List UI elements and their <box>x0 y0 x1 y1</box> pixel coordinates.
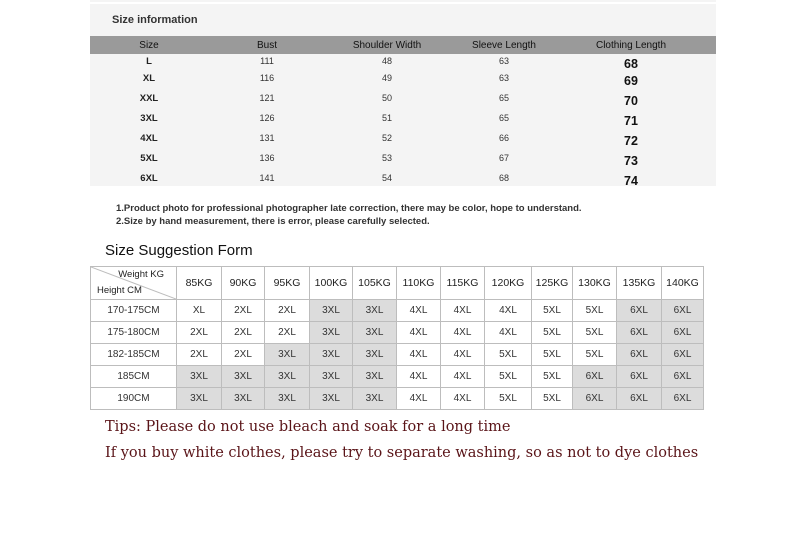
size-table-cell: 3XL <box>140 113 158 124</box>
size-table-cell: 73 <box>624 154 638 168</box>
size-suggestion-cell: 2XL <box>222 300 265 322</box>
size-suggestion-cell: 2XL <box>177 322 222 344</box>
size-suggestion-cell: 4XL <box>441 366 485 388</box>
height-row-label: 175-180CM <box>91 322 177 344</box>
weight-header-cell: 105KG <box>353 267 397 300</box>
size-suggestion-cell: 6XL <box>662 322 704 344</box>
size-suggestion-cell: 3XL <box>353 366 397 388</box>
height-row-label: 190CM <box>91 388 177 410</box>
height-axis-label: Height CM <box>97 285 142 296</box>
size-table-header-cell: Clothing Length <box>595 40 667 51</box>
size-suggestion-cell: 5XL <box>532 344 573 366</box>
size-table-cell: 48 <box>381 56 393 66</box>
size-table-cell: 6XL <box>140 173 158 184</box>
size-suggestion-cell: 3XL <box>310 388 353 410</box>
size-table-cell: L <box>146 56 152 67</box>
weight-header-cell: 95KG <box>265 267 310 300</box>
size-suggestion-cell: 6XL <box>573 366 617 388</box>
table-row <box>91 322 704 344</box>
size-suggestion-cell: 3XL <box>265 344 310 366</box>
size-suggestion-cell: 6XL <box>573 388 617 410</box>
size-suggestion-cell: 3XL <box>310 322 353 344</box>
notes <box>116 202 582 228</box>
size-suggestion-cell: 3XL <box>310 300 353 322</box>
size-suggestion-cell: 2XL <box>177 344 222 366</box>
size-table-header-cell: Bust <box>256 40 278 51</box>
size-suggestion-cell: 6XL <box>662 300 704 322</box>
size-suggestion-cell: 3XL <box>222 388 265 410</box>
size-suggestion-cell: 6XL <box>617 344 662 366</box>
weight-header-cell: 130KG <box>573 267 617 300</box>
size-suggestion-cell: 2XL <box>222 344 265 366</box>
size-suggestion-cell: 2XL <box>265 322 310 344</box>
size-table-cell: 5XL <box>140 153 158 164</box>
size-table-cell: XXL <box>139 93 159 104</box>
size-table-cell: 63 <box>498 56 510 66</box>
size-suggestion-cell: 5XL <box>532 322 573 344</box>
size-table-cell: 111 <box>260 56 274 66</box>
size-suggestion-cell: 5XL <box>485 344 532 366</box>
size-suggestion-cell: 3XL <box>265 366 310 388</box>
size-suggestion-cell: 5XL <box>485 388 532 410</box>
size-info-panel <box>90 0 716 186</box>
weight-header-cell: 135KG <box>617 267 662 300</box>
size-table-cell: 51 <box>381 113 393 123</box>
size-table-cell: 141 <box>259 173 275 183</box>
size-suggestion-cell: 3XL <box>353 388 397 410</box>
size-suggestion-cell: 3XL <box>353 322 397 344</box>
weight-header-cell: 90KG <box>222 267 265 300</box>
size-table-cell: 49 <box>381 73 393 83</box>
size-suggestion-cell: 6XL <box>617 300 662 322</box>
size-table-cell: 66 <box>498 133 510 143</box>
size-suggestion-cell: 3XL <box>310 366 353 388</box>
weight-header-row <box>91 267 704 300</box>
weight-axis-label: Weight KG <box>118 269 164 280</box>
size-table-cell: 68 <box>498 173 510 183</box>
size-suggestion-cell: 4XL <box>397 300 441 322</box>
size-table-cell: 4XL <box>140 133 158 144</box>
weight-header-cell: 100KG <box>310 267 353 300</box>
size-table-cell: 65 <box>498 113 510 123</box>
weight-header-cell: 115KG <box>441 267 485 300</box>
size-table-cell: 136 <box>259 153 275 163</box>
size-suggestion-cell: 4XL <box>397 388 441 410</box>
size-suggestion-cell: 4XL <box>441 388 485 410</box>
size-suggestion-cell: 5XL <box>573 344 617 366</box>
size-suggestion-cell: 3XL <box>177 366 222 388</box>
size-suggestion-cell: 6XL <box>662 388 704 410</box>
size-suggestion-cell: 5XL <box>573 322 617 344</box>
size-table-cell: 69 <box>624 74 638 88</box>
corner-cell <box>91 267 177 300</box>
size-suggestion-cell: 6XL <box>662 366 704 388</box>
size-suggestion-cell: 4XL <box>485 322 532 344</box>
size-suggestion-cell: 5XL <box>485 366 532 388</box>
size-table-cell: XL <box>142 73 156 84</box>
size-table-cell: 74 <box>624 174 638 188</box>
size-suggestion-cell: 3XL <box>353 300 397 322</box>
note-line: 1.Product photo for professional photographer late correction, there may be color, hope to understand. <box>116 203 582 214</box>
size-suggestion-cell: 2XL <box>222 322 265 344</box>
size-suggestion-cell: 4XL <box>397 322 441 344</box>
size-suggestion-cell: 5XL <box>532 366 573 388</box>
size-suggestion-cell: 2XL <box>265 300 310 322</box>
size-suggestion-cell: 3XL <box>177 388 222 410</box>
height-row-label: 185CM <box>91 366 177 388</box>
size-suggestion-cell: 4XL <box>485 300 532 322</box>
size-suggestion-cell: 4XL <box>441 322 485 344</box>
note-line: 2.Size by hand measurement, there is error, please carefully selected. <box>116 216 430 227</box>
size-suggestion-cell: 6XL <box>617 322 662 344</box>
size-suggestion-title: Size Suggestion Form <box>105 242 253 259</box>
size-suggestion-cell: 5XL <box>573 300 617 322</box>
size-table-header-cell: Sleeve Length <box>472 40 536 51</box>
size-suggestion-cell: 5XL <box>532 300 573 322</box>
size-suggestion-cell: 4XL <box>441 300 485 322</box>
size-table-cell: 68 <box>624 57 638 71</box>
size-suggestion-cell: 3XL <box>222 366 265 388</box>
weight-header-cell: 125KG <box>532 267 573 300</box>
size-suggestion-cell: 4XL <box>397 366 441 388</box>
weight-header-cell: 120KG <box>485 267 532 300</box>
size-table-cell: 65 <box>498 93 510 103</box>
size-suggestion-table <box>90 266 704 410</box>
size-suggestion-cell: 5XL <box>532 388 573 410</box>
size-table-cell: 116 <box>259 73 275 83</box>
size-table-cell: 71 <box>624 114 638 128</box>
size-table-header-cell: Shoulder Width <box>352 40 422 51</box>
size-info-title: Size information <box>112 14 198 26</box>
size-table-cell: 53 <box>381 153 393 163</box>
table-row <box>91 366 704 388</box>
size-suggestion-cell: 3XL <box>265 388 310 410</box>
size-suggestion-cell: 4XL <box>441 344 485 366</box>
size-table-cell: 121 <box>259 93 275 103</box>
size-suggestion-cell: 4XL <box>397 344 441 366</box>
size-table-cell: 52 <box>381 133 393 143</box>
size-suggestion-cell: 6XL <box>662 344 704 366</box>
weight-header-cell: 140KG <box>662 267 704 300</box>
size-table-cell: 54 <box>381 173 393 183</box>
table-row <box>91 388 704 410</box>
size-suggestion-cell: XL <box>177 300 222 322</box>
tip-line: If you buy white clothes, please try to separate washing, so as not to dye clothes <box>105 445 699 461</box>
size-table-cell: 50 <box>381 93 393 103</box>
size-suggestion-cell: 3XL <box>310 344 353 366</box>
height-row-label: 170-175CM <box>91 300 177 322</box>
size-table-cell: 131 <box>259 133 275 143</box>
size-suggestion-cell: 6XL <box>617 366 662 388</box>
tip-line: Tips: Please do not use bleach and soak for a long time <box>105 419 511 435</box>
weight-header-cell: 85KG <box>177 267 222 300</box>
height-row-label: 182-185CM <box>91 344 177 366</box>
size-table-cell: 63 <box>498 73 510 83</box>
table-row <box>91 344 704 366</box>
size-table-cell: 67 <box>498 153 510 163</box>
size-suggestion-cell: 3XL <box>353 344 397 366</box>
weight-header-cell: 110KG <box>397 267 441 300</box>
panel-divider <box>90 2 716 4</box>
table-row <box>91 300 704 322</box>
size-table-cell: 126 <box>259 113 275 123</box>
size-table-cell: 72 <box>624 134 638 148</box>
size-table-header-cell: Size <box>139 40 159 51</box>
size-table-cell: 70 <box>624 94 638 108</box>
size-suggestion-cell: 6XL <box>617 388 662 410</box>
